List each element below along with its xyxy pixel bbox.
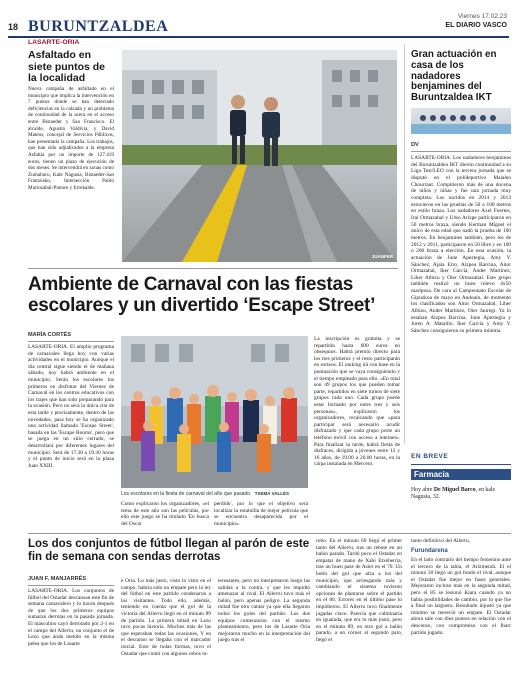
section-title: BURUNTZALDEA	[28, 18, 169, 35]
swimmers-byline: DV	[411, 142, 419, 148]
carnival-below-photo-right: perdido', por lo que el objetivo será localizar la estatuilla de mejor película que se encuentra desaparecida por el municipio».	[214, 501, 308, 527]
carnival-photo-scene	[121, 336, 308, 488]
swimmers-body: LASARTE-ORIA. Los nadadores benjamines del Buruntzaldea IKT dieron continuidad a su Liga Test/LEO con la tercera jornada que se disputó en el polideportivo Maialen Chourraut. Compitieron más de una docena de niños y niñas y fue una jornada muy completa. Los nacidos en 2014 y 2013 estuvieron en las pruebas de 50 o 100 metros en estilo braza. Los nadadores Axel Fuertes, Iraí Ormazabal y Urko Arizpe participaron en 50 metros braza, siendo Kerman Miguel el único de esta edad que nadó la prueba de 100 metros. En benjamines también, pero los de 2012 y 2011, participaron en 50 libre y en 100 o 200 braza a elección. En esta ocasión, la actuación de June Apeztegia, Amy Y. Sánchez, Ajala Erro, Aizpea Barcina, Aitor Ormazabal, Iker García, Ander Martínez, Liher Albizu y Oier Ormazabal. Este grupo también realizó un buen relevo 4x50 mariposa. De cara al Campeonato Escolar de Gipuzkoa de mayo en Andoain, de momento los clasificados son Aitor Ormazabal, Liher Albizu, Ander Martínez, Oier Jauregi. Ya lo estaban Aizpea Barcina, June Apeztegia y Juren A. Mataillo. Iker García y Amy Y. Sánchez consiguieron su primera mínima.	[411, 155, 511, 335]
football-col1: LASARTE-ORIA. Los conjuntos de fútbol del Ostadar descansan este fin de semana carnavalero y lo hacen después de que los dos primeros equipos sumaran derrotas en la pasada jornada. El masculino cayó derrotado por 2-1 en el campo del Allerru, un conjunto el de Lezo que anda metido en la misma pelea que los de Lasarte	[28, 588, 114, 647]
asphalt-photo	[122, 50, 397, 262]
swimmers-byline-rule	[411, 151, 511, 152]
farmacia-name: De Miguel Barco	[433, 487, 476, 493]
header-rule	[8, 36, 509, 38]
en-breve-label: EN BREVE	[411, 453, 449, 460]
carnival-byline: MARÍA CORTÉS	[28, 332, 71, 338]
asphalt-body: Nueva campaña de asfaltado en el municipio que implica la intervención en 7 puntos donde se han detectado deficiencias en la calzada y un problema de continuidad de la acera en el acceso entre Bistaeder y San Francisco. El alcalde, Agustín Valdivia, y David Mateos, concejal de Servicios Públicos, han presentado la campaña. Los trabajos, que han sido adjudicados a la empresa Asfaltia por un importe de 127.419 euros, tienen un plazo de ejecución de dos meses. Se intervendrá en zonas como Zumaburu, Kale Nagusia, Bistaeder-San Frantzisko, Intersección Pablo Mutiozabal-Pintore y Errekalde.	[28, 86, 115, 191]
carnival-below-photo-left: Como explicaron los organizadores, «el tema de este año son las películas, por ello este juego se ha titulado 'En busca del Oscar	[121, 501, 209, 527]
farmacia-title: Farmacia	[411, 469, 511, 480]
carnival-body-col2: La inscripción es gratuita y se repartirán hasta 600 euros en obsequios. Habrá premio directo para los tres primeros y el resto participarán en sorteos. El ranking irá con base en la puntuación que se vaya consiguiendo y el tiempo empleado para ello. «En total son 49 grupos los que pueden tomar parte, repartidos en siete turnos de siete grupos cada uno. Cada grupo puede estar formado por entre tres y seis personas», explicaron los organizadores, recalcando que «para participar será necesario acudir disfrazado y que cada grupo porte un teléfono móvil con acceso a internet». Para finalizar la tarde, habrá fiesta de disfraces, dirigida a jóvenes entre 12 y 16 años, de 19.00 a 20.00 horas, en la carpa instalada en Mercero.	[314, 336, 400, 468]
football-col4: robo. En el minuto 60 llegó el primer tanto del Allerru, tras un rebote en un balón parado. Tardó poco el Ostadar en empatar de mano de Xabi Etxeberria, tras un buen pase de Asier en el 70. Un botín del gol que alza a los del municipio, que arriesgando más y cambiando el sistema tuvieron opciones de plantarse sobre el partido en el 80. Errores en el último pase lo impidieron. El Allerru tuvo finalmente jugadas clave. Parecía que culminaría en igualada, que era lo más justo, pero en el minuto 89, en otro gol a balón parado, a un córner al segundo palo, llegó el	[316, 538, 402, 643]
carnival-photo-caption	[121, 491, 308, 497]
football-col3: teresantes, pero no interpretaron luego las salidas a la contra, y que les impidió amenazar al rival. El Allerru tuvo más el balón, pero apenas peligro. La segunda mitad fue otro cantar ya que ella llegaron todos los goles del partido. Los dos equipos comenzaron con el mismo planteamiento, pero los de Lasarte Oria mejoraron mucho en la interpretación del juego tras el	[218, 578, 310, 644]
carnival-body-col1: LASARTE-ORIA. El amplio programa de carnavales llega hoy con varias actividades en el municipio. Aunque el día central sigue siendo el de mañana sábado, hoy habrá ambiente en el municipio. Serán los escolares los primeros en disfrutar del Viernes de Carnaval en los centros educativos con los trajes que han sido preparando para la ocasión. Pero no será la única cita de esta tarde y precisamente, dentro de las novedades, para hoy se ha organizado una actividad llamada 'Escape Street', basada en las 'Escape Rooms', pero que se juega en un sitio cerrado, se desarrollará por diferentes lugares del municipio. Será de 17.30 a 19.30 horas y el punto de inicio será en la plaza Juan XXIII.	[28, 344, 114, 469]
football-col5-intro: tanto definitivo del Allerru.	[411, 538, 470, 544]
newspaper-name: EL DIARIO VASCO	[445, 22, 507, 29]
farmacia-text	[411, 487, 511, 501]
carnival-byline-rule	[28, 341, 114, 342]
asphalt-photo-scene	[122, 50, 397, 262]
issue-date: Viernes 17.02.23	[457, 13, 507, 20]
swimmers-headline: Gran actuación en casa de los nadadores benjamines del Buruntzaldea IKT	[411, 49, 497, 104]
carnival-top-rule	[28, 268, 398, 269]
carnival-photo	[121, 336, 308, 488]
asphalt-headline: Asfaltado en siete puntos de la localidad	[28, 49, 106, 84]
football-byline-rule	[28, 585, 114, 586]
subsection-label: LASARTE-ORIA	[28, 39, 80, 46]
carnival-caption-text: Los escolares en la fiesta de carnaval del año que pasado.	[121, 491, 252, 497]
asphalt-photo-credit: JUANFER	[371, 254, 393, 259]
football-col5: En el lado contrario del tiempo femenino ante el tercero de la tabla, el Arizmendi. El el minuto 30 llegó un gol fondo el rival, aunque el Ostadar fue mejor en fases generales. Mejoraron incluso más en la segunda mitad, pero el 85 se lesionó Kiara cuando ya no había posibilidades de cambio, por lo que fue a final un largueru. Resultado injusto ya que mínimo se mereció un empate. El Ostadar ahora sale con diez puntos en relación con el descenso, con compromiso con el Ibarr partido jugado.	[411, 557, 511, 636]
right-column-divider	[404, 44, 405, 444]
swimmers-photo	[411, 108, 511, 134]
page-number: 18	[8, 22, 19, 32]
swimmers-photo-scene	[411, 108, 511, 134]
farmacia-prefix: Hoy abre	[411, 487, 434, 493]
football-headline: Los dos conjuntos de fútbol llegan al parón de este fin de semana con sendas derrotas	[28, 538, 310, 563]
football-col2: e Oria. Lo más justo, visto lo visto en el campo, habría sido un empate pero la ley del fútbol en este partido condenaron a los visitantes. Todo ello, además, teniendo en cuenta que el gol de la victoria del Allerru llegó en el minuto 89 de partido. La primera mitad en Lezo tuvo pocas historia. Muchos más de las que esperaban todas las ocasiones, Y en el descanso se llegaba con el marcador inicial. Esto de todas formas, tuvo el Ostadar que contó con algunos robos in-	[121, 578, 211, 657]
en-breve-rule	[411, 464, 511, 465]
carnival-photo-credit: TXEMA VALLÉS	[254, 491, 290, 496]
football-col5-heading: Furundarena	[411, 548, 448, 554]
farmacia-suffix: , en kale Nagusia, 32.	[411, 487, 496, 501]
football-byline: JUAN F. MANJARRÉS	[28, 576, 87, 582]
carnival-headline: Ambiente de Carnaval con las fiestas escolares y un divertido ‘Escape Street’	[28, 274, 376, 316]
football-top-rule	[28, 533, 511, 534]
